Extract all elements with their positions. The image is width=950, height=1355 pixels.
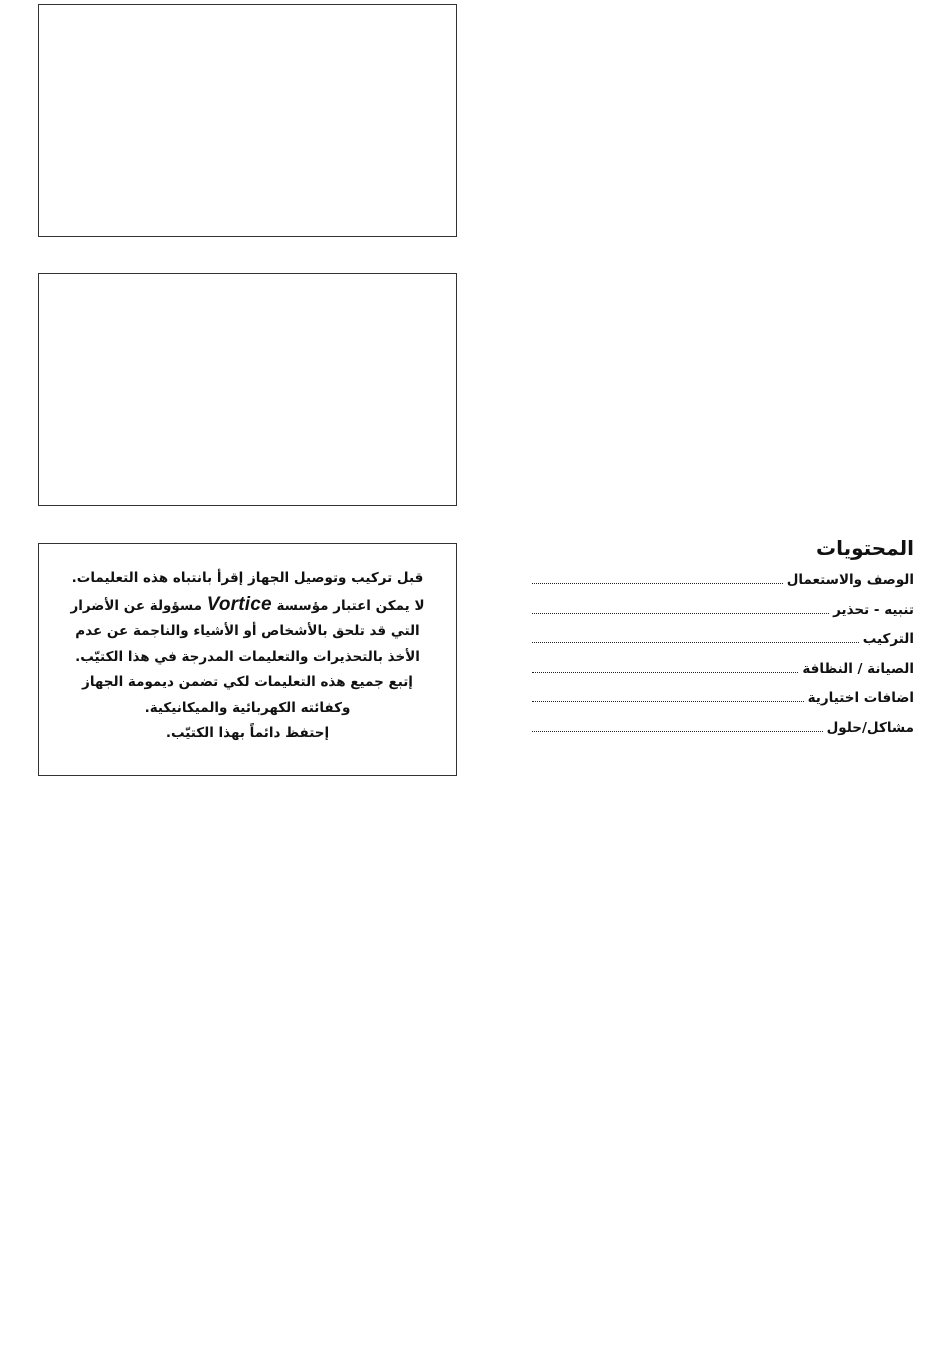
safety-notice-text [39, 544, 456, 747]
empty-frame-top [38, 4, 457, 237]
toc-leader-dots [532, 613, 829, 614]
toc-item-label: مشاكل/حلول [826, 719, 914, 736]
toc-item-warning[interactable] [532, 602, 914, 632]
toc-item-label: الصيانة / النظافة [802, 660, 914, 677]
toc-leader-dots [532, 672, 798, 673]
safety-notice-box [38, 543, 457, 776]
notice-read-instructions: قبل تركيب وتوصيل الجهاز إقرأ بانتباه هذه التعليمات. [71, 570, 424, 586]
toc-item-description[interactable] [532, 572, 914, 602]
toc-item-troubleshooting[interactable] [532, 720, 914, 750]
toc-leader-dots [532, 701, 804, 702]
toc-item-label: التركيب [862, 631, 914, 647]
notice-liability-end: مسؤولة عن الأضرار التي قد تلحق بالأشخاص أو الأشياء والناجمة عن عدم الأخذ بالتحذيرات والتعليمات المدرجة في هذا الكتيّب. [70, 597, 420, 665]
toc-item-label: اضافات اختيارية [807, 690, 914, 706]
toc-leader-dots [532, 642, 859, 643]
notice-keep-booklet: إحتفظ دائماً بهذا الكتيّب. [165, 725, 330, 741]
table-of-contents [532, 536, 914, 749]
toc-leader-dots [532, 583, 783, 584]
notice-follow-instructions: إتبع جميع هذه التعليمات لكي تضمن ديمومة الجهاز وكفائته الكهربائية والميكانيكية. [82, 674, 413, 716]
toc-item-maintenance[interactable] [532, 661, 914, 691]
toc-item-label: الوصف والاستعمال [786, 572, 914, 588]
toc-item-installation[interactable] [532, 631, 914, 661]
toc-title: المحتويات [815, 536, 914, 560]
toc-leader-dots [532, 731, 823, 732]
toc-item-optional-accessories[interactable] [532, 690, 914, 720]
toc-item-label: تنبيه - تحذير [833, 601, 914, 618]
notice-liability [61, 592, 434, 671]
empty-frame-middle [38, 273, 457, 506]
notice-liability-start: لا يمكن اعتبار مؤسسة [276, 597, 425, 614]
brand-logo-text: Vortice [206, 593, 272, 615]
